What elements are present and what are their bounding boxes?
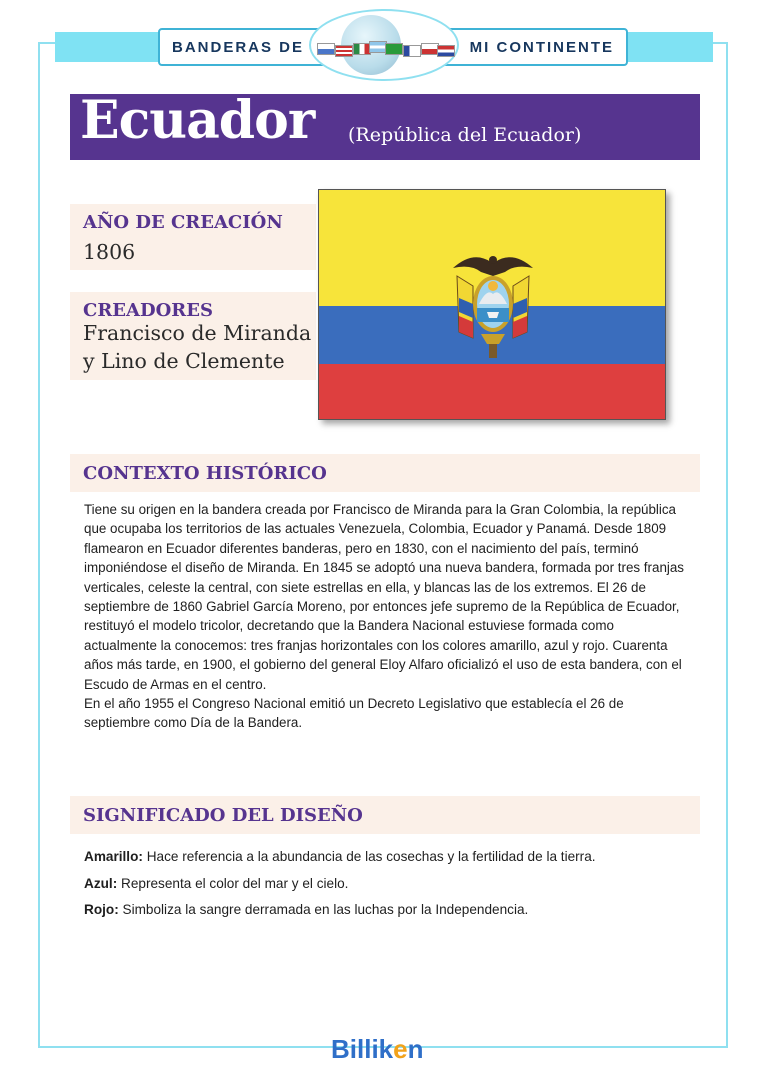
creation-year-label: AÑO DE CREACIÓN bbox=[83, 212, 283, 233]
creators-box bbox=[70, 292, 316, 380]
mini-flag-icon bbox=[317, 43, 335, 55]
title-bar bbox=[70, 90, 700, 160]
coat-of-arms-icon bbox=[443, 246, 543, 366]
header-right-label: MI CONTINENTE bbox=[469, 39, 614, 56]
meaning-term: Amarillo: bbox=[84, 849, 143, 864]
mini-flag-icon bbox=[335, 45, 353, 57]
meaning-item-blue bbox=[84, 876, 348, 891]
meaning-term: Azul: bbox=[84, 876, 118, 891]
logo-part-2: e bbox=[393, 1034, 408, 1064]
ecuador-flag bbox=[318, 189, 666, 420]
context-paragraph-1: Tiene su origen en la bandera creada por Francisco de Miranda para la Gran Colombia, la república que ocupaba los territorios de las actuales Venezuela, Colombia, Ecuador y Panamá. Desde 1809 flamearon en Ecuador diferentes banderas, pero en 1830, con el nacimiento del país, terminó imponiéndose el diseño de Miranda. En 1845 se adoptó una nueva bandera, formada por tres franjas verticales, celeste la central, con siete estrellas en ella, y blancas las de los extremos. El 26 de septiembre de 1860 Gabriel García Moreno, por entonces jefe supremo de la República de Ecuador, restituyó el modelo tricolor, decretando que la Bandera Nacional estuviese formada como actualmente la conocemos: tres franjas horizontales con los colores amarillo, azul y rojo. Cuarenta años más tarde, en 1900, el gobierno del general Eloy Alfaro oficializó el uso de esta bandera, con el Escudo de Armas en el centro. bbox=[84, 502, 685, 692]
meaning-item-red bbox=[84, 902, 528, 917]
official-name: (República del Ecuador) bbox=[348, 124, 582, 146]
meaning-heading-bar bbox=[70, 796, 700, 834]
page-title: Ecuador bbox=[80, 90, 315, 151]
context-heading: CONTEXTO HISTÓRICO bbox=[83, 463, 327, 484]
meaning-item-yellow bbox=[84, 849, 596, 864]
logo-part-1: Billik bbox=[331, 1034, 394, 1064]
mini-flag-icon bbox=[403, 45, 421, 57]
meaning-text: Simboliza la sangre derramada en las luchas por la Independencia. bbox=[118, 902, 529, 917]
flag-red-stripe bbox=[319, 364, 665, 420]
meaning-term: Rojo: bbox=[84, 902, 119, 917]
mini-flag-icon bbox=[385, 43, 403, 55]
globe-with-flags-icon bbox=[309, 9, 459, 81]
mini-flag-icon bbox=[437, 45, 455, 57]
logo-part-3: n bbox=[407, 1034, 424, 1064]
creation-year-box bbox=[70, 204, 316, 270]
context-body bbox=[84, 500, 684, 733]
creators-line-1: Francisco de Miranda bbox=[83, 321, 312, 345]
creators-label: CREADORES bbox=[83, 300, 213, 321]
billiken-logo bbox=[331, 1034, 424, 1065]
meaning-text: Representa el color del mar y el cielo. bbox=[117, 876, 349, 891]
context-heading-bar bbox=[70, 454, 700, 492]
meaning-text: Hace referencia a la abundancia de las cosechas y la fertilidad de la tierra. bbox=[142, 849, 596, 864]
context-paragraph-2: En el año 1955 el Congreso Nacional emitió un Decreto Legislativo que establecía el 26 de septiembre como Día de la Bandera. bbox=[84, 696, 624, 731]
header-left-label: BANDERAS DE bbox=[172, 39, 305, 56]
meaning-heading: SIGNIFICADO DEL DISEÑO bbox=[83, 805, 363, 826]
creation-year-value: 1806 bbox=[83, 240, 136, 264]
creators-line-2: y Lino de Clemente bbox=[83, 349, 285, 373]
